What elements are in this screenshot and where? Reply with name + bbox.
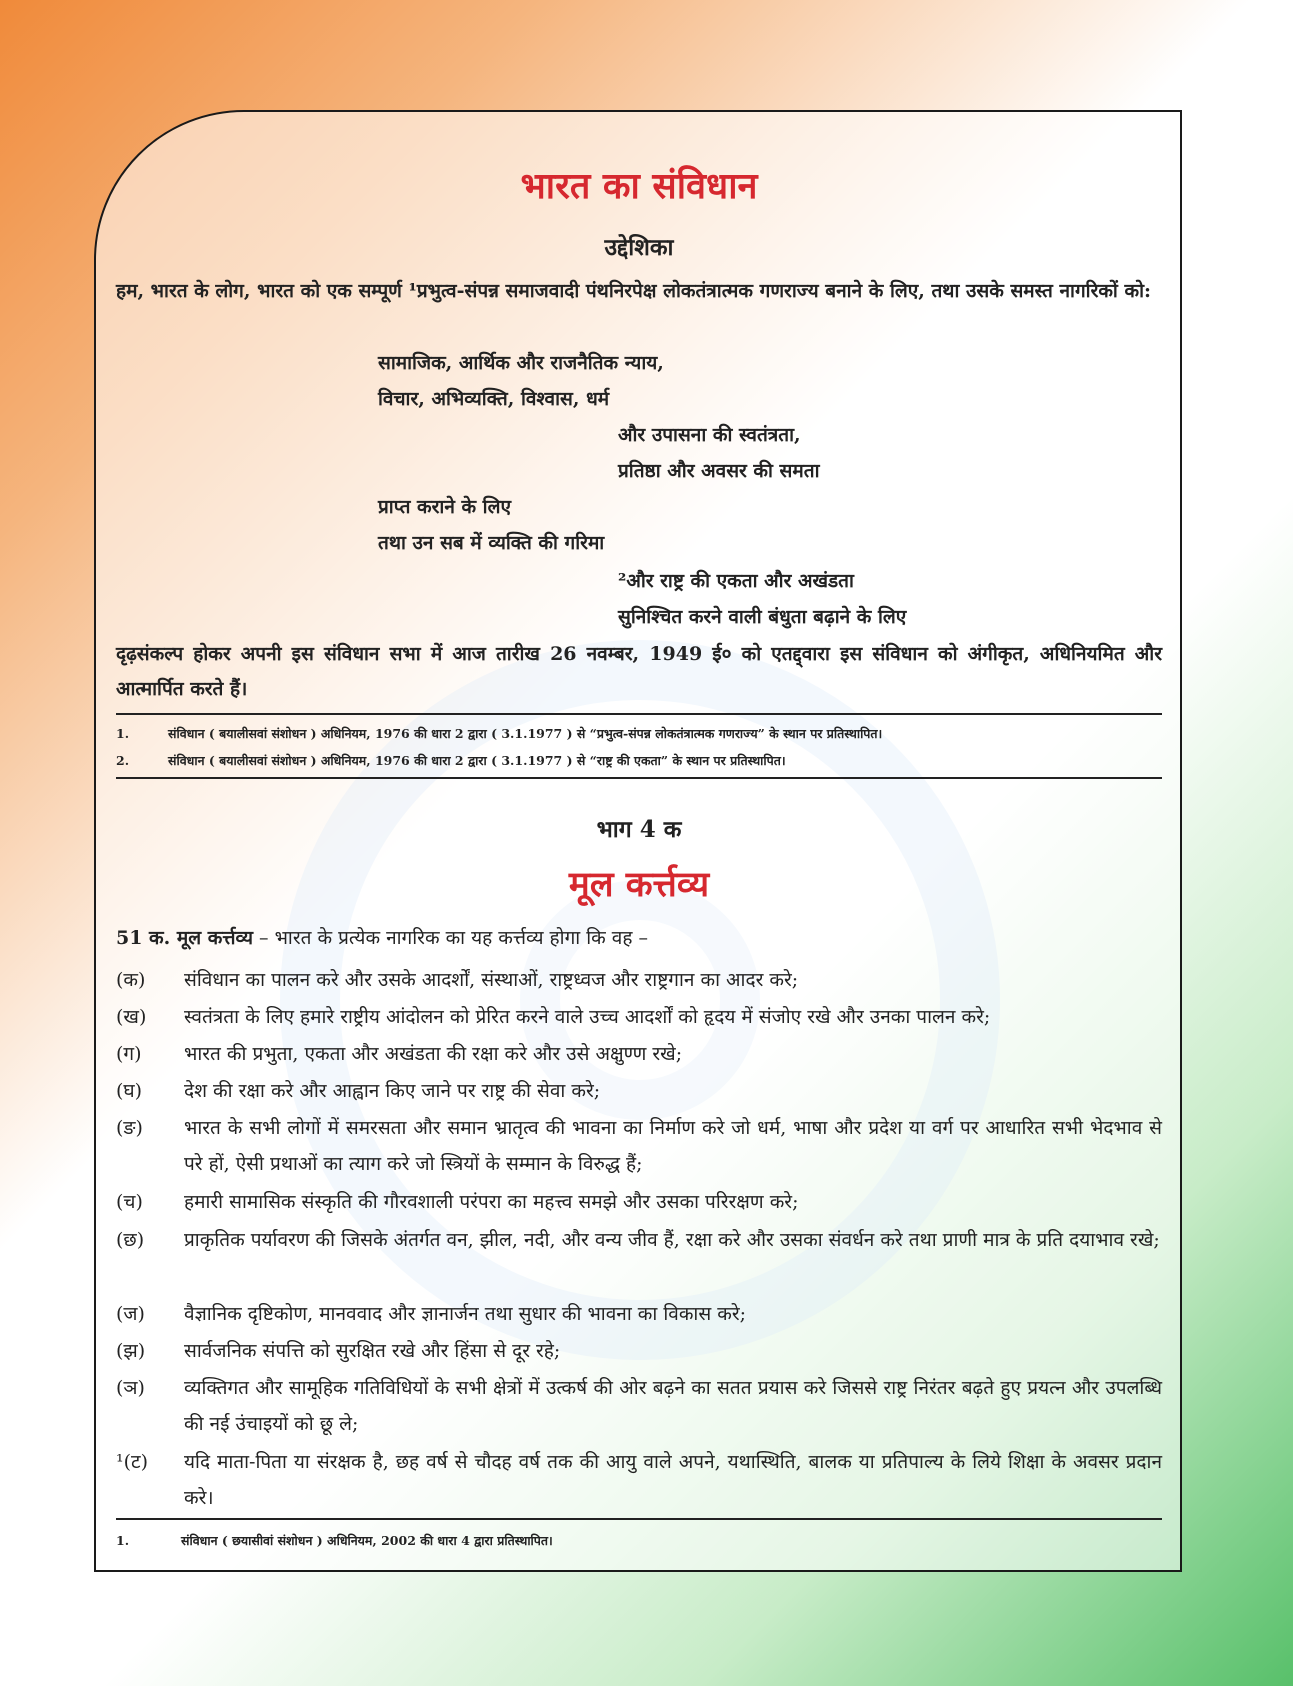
duty-item: (च) हमारी सामासिक संस्कृति की गौरवशाली परंपरा का महत्त्व समझे और उसका परिरक्षण करे; [116, 1191, 799, 1213]
part-label: भाग 4 क [596, 816, 682, 843]
duty-item: (क) संविधान का पालन करे और उसके आदर्शों, संस्थाओं, राष्ट्रध्वज और राष्ट्रगान का आदर करे; [116, 969, 799, 991]
duty-item: (ख) स्वतंत्रता के लिए हमारे राष्ट्रीय आंदोलन को प्रेरित करने वाले उच्च आदर्शों को हृदय में संजोए रखे और उनका पालन करे; [116, 1006, 991, 1028]
divider [116, 1518, 1162, 1520]
duty-item: (ञ) व्यक्तिगत और सामूहिक गतिविधियों के सभी क्षेत्रों में उत्कर्ष की ओर बढ़ने का सतत प्रयास करे जिससे राष्ट्र निरंतर बढ़ते हुए प्रयत्न और उपलब्धि की नई उंचाइयों को छू ले; [116, 1377, 1162, 1435]
duty-item: (ज) वैज्ञानिक दृष्टिकोण, मानववाद और ज्ञानार्जन तथा सुधार की भावना का विकास करे; [116, 1303, 746, 1325]
divider [116, 713, 1162, 715]
preamble-line: और उपासना की स्वतंत्रता, [618, 424, 801, 446]
preamble-line: प्राप्त कराने के लिए [378, 496, 511, 518]
preamble-close: दृढ़संकल्प होकर अपनी इस संविधान सभा में आज तारीख 26 नवम्बर, 1949 ई० को एतद्द्वारा इस संविधान को अंगीकृत, अधिनियमित और आत्मार्पित करते हैं। [116, 643, 1162, 700]
duties-title: मूल कर्त्तव्य [568, 864, 710, 905]
duty-item: ¹(ट) यदि माता-पिता या संरक्षक है, छह वर्ष से चौदह वर्ष तक की आयु वाले अपने, यथास्थिति, बालक या प्रतिपाल्य के लिये शिक्षा के अवसर प्रदान करे। [116, 1451, 1162, 1509]
duty-item: (छ) प्राकृतिक पर्यावरण की जिसके अंतर्गत वन, झील, नदी, और वन्य जीव हैं, रक्षा करे और उसका संवर्धन करे तथा प्राणी मात्र के प्रति दयाभाव रखे; [116, 1229, 1160, 1251]
footnote: 1. संविधान ( छयासीवां संशोधन ) अधिनियम, 2002 की धारा 4 द्वारा प्रतिस्थापित। [116, 1533, 553, 1548]
preamble-intro: हम, भारत के लोग, भारत को एक सम्पूर्ण ¹प्रभुत्व-संपन्न समाजवादी पंथनिरपेक्ष लोकतंत्रात्मक गणराज्य बनाने के लिए, तथा उसके समस्त नागरिकों को: [116, 280, 1151, 302]
preamble-line: तथा उन सब में व्यक्ति की गरिमा [378, 532, 605, 554]
page-title: भारत का संविधान [520, 165, 758, 207]
duty-item: (घ) देश की रक्षा करे और आह्वान किए जाने पर राष्ट्र की सेवा करे; [116, 1080, 601, 1102]
duty-item: (झ) सार्वजनिक संपत्ति को सुरक्षित रखे और हिंसा से दूर रहे; [116, 1340, 561, 1362]
preamble-heading: उद्देशिका [604, 234, 674, 261]
preamble-line: सुनिश्चित करने वाली बंधुता बढ़ाने के लिए [618, 606, 907, 628]
preamble-line: विचार, अभिव्यक्ति, विश्वास, धर्म [378, 388, 610, 410]
duty-item: (ग) भारत की प्रभुता, एकता और अखंडता की रक्षा करे और उसे अक्षुण्ण रखे; [116, 1043, 683, 1065]
duties-intro: 51 क. मूल कर्त्तव्य – भारत के प्रत्येक नागरिक का यह कर्त्तव्य होगा कि वह – [116, 927, 648, 949]
footnote: 2. संविधान ( बयालीसवां संशोधन ) अधिनियम, 1976 की धारा 2 द्वारा ( 3.1.1977 ) से “राष्ट्र की एकता” के स्थान पर प्रतिस्थापित। [116, 753, 786, 768]
preamble-line: ²और राष्ट्र की एकता और अखंडता [618, 570, 854, 592]
document-card [94, 110, 1182, 1572]
duty-item: (ङ) भारत के सभी लोगों में समरसता और समान भ्रातृत्व की भावना का निर्माण करे जो धर्म, भाषा और प्रदेश या वर्ग पर आधारित सभी भेदभाव से परे हों, ऐसी प्रथाओं का त्याग करे जो स्त्रियों के सम्मान के विरुद्ध हैं; [116, 1117, 1162, 1175]
preamble-line: प्रतिष्ठा और अवसर की समता [618, 460, 820, 482]
footnote: 1. संविधान ( बयालीसवां संशोधन ) अधिनियम, 1976 की धारा 2 द्वारा ( 3.1.1977 ) से “प्रभुत्व-संपन्न लोकतंत्रात्मक गणराज्य” के स्थान पर प्रतिस्थापित। [116, 726, 883, 741]
preamble-line: सामाजिक, आर्थिक और राजनैतिक न्याय, [378, 352, 664, 374]
divider [116, 777, 1162, 779]
